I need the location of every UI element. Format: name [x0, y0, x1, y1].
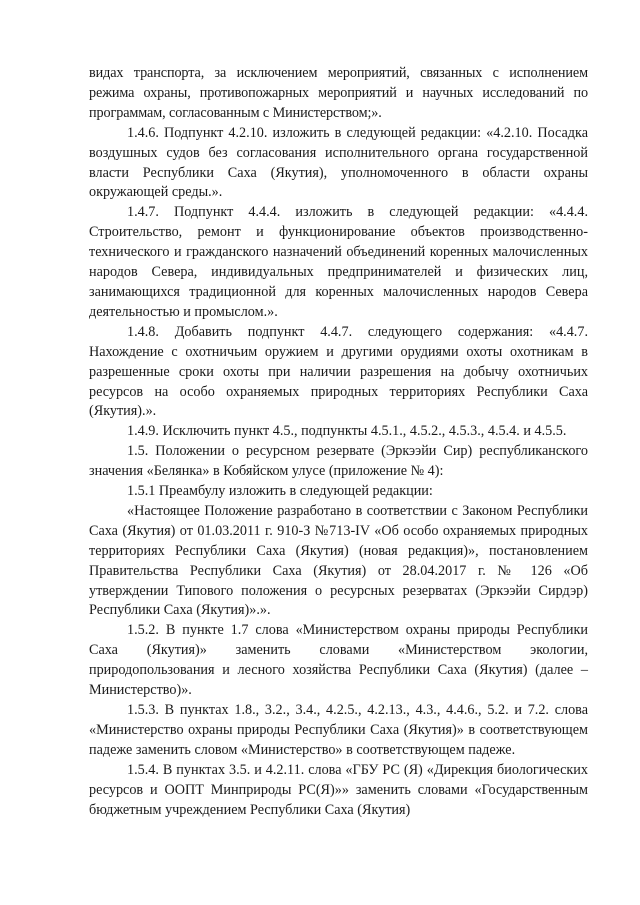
paragraph-1-4-8: 1.4.8. Добавить подпункт 4.4.7. следующего содержания: «4.4.7. Нахождение с охотничьим оружием и другими орудиями охоты охотникам в разрешенные сроки охоты при наличии разрешения на добычу охотничьих ресурсов на особо охраняемых природных территориях Республики Саха (Якутия).». — [89, 323, 588, 420]
document-body — [89, 64, 588, 820]
paragraph-1-5-1: 1.5.1 Преамбулу изложить в следующей редакции: — [127, 483, 433, 500]
paragraph-continuation: видах транспорта, за исключением мероприятий, связанных с исполнением режима охраны, противопожарных мероприятий и научных исследований по программам, согласованным с Министерством;». — [89, 65, 588, 121]
paragraph-1-5: 1.5. Положении о ресурсном резервате (Эркээйи Сир) республиканского значения «Белянка» в Кобяйском улусе (приложение № 4): — [89, 443, 588, 480]
paragraph-1-4-9: 1.4.9. Исключить пункт 4.5., подпункты 4.5.1., 4.5.2., 4.5.3., 4.5.4. и 4.5.5. — [127, 423, 567, 440]
paragraph-1-5-3: 1.5.3. В пунктах 1.8., 3.2., 3.4., 4.2.5., 4.2.13., 4.3., 4.4.6., 5.2. и 7.2. слова «Министерство охраны природы Республики Саха (Якутия)» в соответствующем падеже заменить словом «Министерство» в соответствующем падеже. — [89, 702, 588, 758]
paragraph-1-4-6: 1.4.6. Подпункт 4.2.10. изложить в следующей редакции: «4.2.10. Посадка воздушных судов без согласования исполнительного органа государственной власти Республики Саха (Якутия), уполномоченного в области охраны окружающей среды.». — [89, 124, 588, 201]
paragraph-1-5-4: 1.5.4. В пунктах 3.5. и 4.2.11. слова «ГБУ РС (Я) «Дирекция биологических ресурсов и ООПТ Минприроды РС(Я)»» заменить словами «Государственным бюджетным учреждением Республики Саха (Якутия) — [89, 761, 588, 818]
paragraph-1-4-7: 1.4.7. Подпункт 4.4.4. изложить в следующей редакции: «4.4.4. Строительство, ремонт и функционирование объектов производственно-технического и гражданского назначений объединений коренных малочисленных народов Севера, индивидуальных предпринимателей и физических лиц, занимающихся традиционной для коренных малочисленных народов Севера деятельностью и промыслом.». — [89, 204, 588, 320]
paragraph-1-5-2: 1.5.2. В пункте 1.7 слова «Министерством охраны природы Республики Саха (Якутия)» заменить словами «Министерством экологии, природопользования и лесного хозяйства Республики Саха (Якутия) (далее – Министерство)». — [89, 622, 588, 699]
paragraph-preamble: «Настоящее Положение разработано в соответствии с Законом Республики Саха (Якутия) от 01.03.2011 г. 910-З №713-IV «Об особо охраняемых природных территориях Республики Саха (Якутия) (новая редакция)», постановлением Правительства Республики Саха (Якутия) от 28.04.2017 г. № 126 «Об утверждении Типового положения о ресурсных резерватах (Эркээйи Сирдэр) Республики Саха (Якутия)».». — [89, 502, 588, 619]
